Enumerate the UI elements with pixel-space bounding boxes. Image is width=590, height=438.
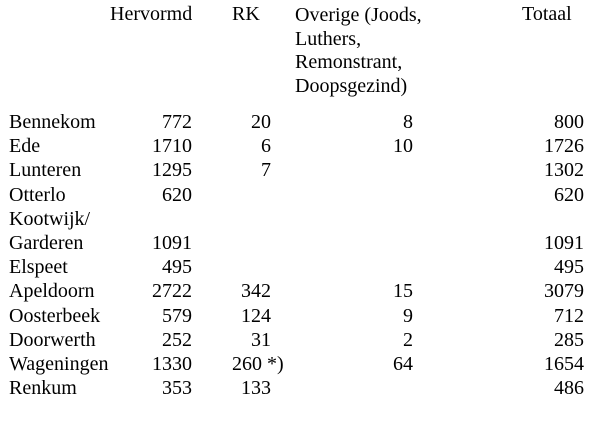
cell-place: Oosterbeek (9, 304, 101, 327)
cell-place: Ede (9, 135, 41, 158)
cell-totaal: 285 (554, 328, 584, 351)
cell-totaal: 712 (554, 304, 584, 327)
cell-rk: 20 (251, 111, 271, 133)
cell-place: Doorwerth (9, 328, 96, 351)
header-rk: RK (232, 3, 260, 25)
cell-place: Apeldoorn (9, 280, 95, 303)
cell-overige: 2 (403, 328, 413, 351)
cell-totaal: 1302 (544, 159, 584, 182)
header-overige: Overige (Joods, Luthers, Remonstrant, Doopsgezind) (295, 4, 422, 98)
cell-place: Wageningen (9, 353, 109, 375)
cell-rk: 6 (261, 135, 271, 158)
cell-hervormd: 579 (162, 304, 192, 327)
cell-hervormd: 252 (162, 328, 192, 351)
header-hervormd: Hervormd (110, 3, 193, 25)
cell-totaal: 800 (554, 111, 584, 133)
cell-hervormd: 1710 (152, 135, 192, 158)
cell-place: Otterlo (9, 183, 66, 206)
cell-place: Bennekom (9, 111, 96, 133)
header-totaal: Totaal (522, 3, 572, 25)
cell-place: Garderen (9, 232, 84, 254)
cell-hervormd: 620 (162, 183, 192, 206)
cell-totaal: 620 (554, 183, 584, 206)
cell-rk: 7 (261, 159, 271, 182)
cell-place: Lunteren (9, 159, 82, 182)
cell-overige: 9 (403, 304, 413, 327)
cell-rk: 124 (241, 304, 271, 327)
cell-totaal: 486 (554, 377, 584, 400)
cell-rk: 31 (251, 328, 271, 351)
cell-hervormd: 772 (162, 111, 192, 133)
cell-hervormd: 1295 (152, 159, 192, 182)
cell-overige: 64 (393, 353, 413, 375)
cell-totaal: 1654 (544, 353, 584, 375)
cell-place: Kootwijk/ (9, 207, 91, 230)
cell-place: Elspeet (9, 256, 68, 279)
cell-overige: 15 (393, 280, 413, 303)
cell-hervormd: 2722 (152, 280, 192, 303)
cell-overige: 8 (403, 111, 413, 133)
cell-rk: 260 *) (232, 353, 284, 375)
cell-rk: 342 (241, 280, 271, 303)
cell-overige: 10 (393, 135, 413, 158)
cell-totaal: 3079 (544, 280, 584, 303)
cell-totaal: 1091 (544, 232, 584, 254)
cell-totaal: 495 (554, 256, 584, 279)
cell-hervormd: 1091 (152, 232, 192, 254)
cell-rk: 133 (241, 377, 271, 400)
cell-hervormd: 495 (162, 256, 192, 279)
cell-hervormd: 353 (162, 377, 192, 400)
cell-place: Renkum (9, 377, 77, 400)
cell-hervormd: 1330 (152, 353, 192, 375)
cell-totaal: 1726 (544, 135, 584, 158)
